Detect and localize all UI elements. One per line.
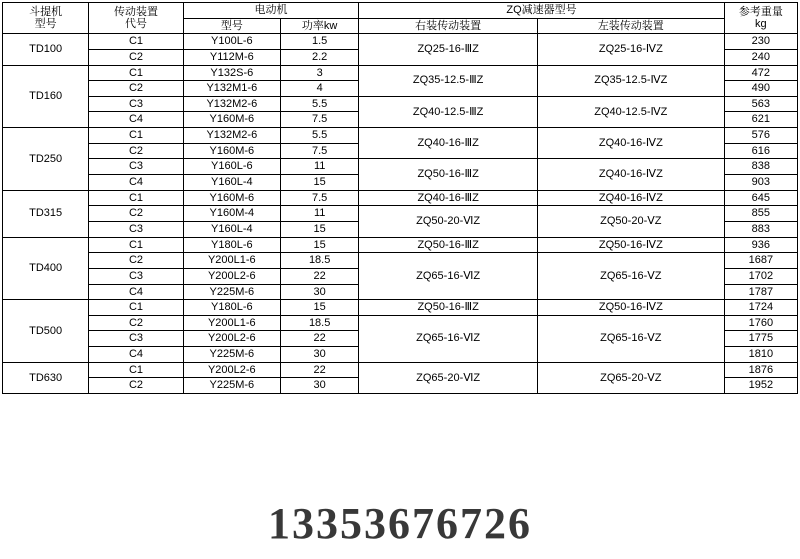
cell-motor-model: Y100L-6	[183, 34, 280, 50]
cell-hoist-model: TD500	[3, 300, 89, 363]
cell-drive-code: C3	[89, 96, 183, 112]
cell-drive-code: C4	[89, 175, 183, 191]
cell-motor-model: Y225M-6	[183, 284, 280, 300]
cell-drive-code: C2	[89, 378, 183, 394]
cell-reducer-right: ZQ50-20-ⅥZ	[359, 206, 538, 237]
header-motor-power: 功率kw	[281, 18, 359, 34]
cell-weight: 230	[724, 34, 797, 50]
cell-weight: 1952	[724, 378, 797, 394]
cell-reducer-left: ZQ65-16-ⅤZ	[537, 253, 724, 300]
header-reducer: ZQ减速器型号	[359, 3, 724, 19]
cell-reducer-right: ZQ65-16-ⅥZ	[359, 315, 538, 362]
cell-motor-model: Y200L1-6	[183, 315, 280, 331]
header-motor-model: 型号	[183, 18, 280, 34]
cell-motor-model: Y200L2-6	[183, 362, 280, 378]
cell-drive-code: C4	[89, 284, 183, 300]
table-header	[3, 3, 798, 34]
cell-reducer-left: ZQ25-16-ⅣZ	[537, 34, 724, 65]
cell-drive-code: C2	[89, 143, 183, 159]
cell-reducer-right: ZQ25-16-ⅢZ	[359, 34, 538, 65]
cell-reducer-right: ZQ40-16-ⅢZ	[359, 190, 538, 206]
cell-motor-model: Y160M-6	[183, 143, 280, 159]
cell-reducer-right: ZQ50-16-ⅢZ	[359, 300, 538, 316]
cell-weight: 472	[724, 65, 797, 81]
header-reducer-left: 左装传动装置	[537, 18, 724, 34]
cell-motor-model: Y200L2-6	[183, 268, 280, 284]
cell-motor-power: 18.5	[281, 315, 359, 331]
cell-motor-power: 30	[281, 347, 359, 363]
cell-motor-power: 2.2	[281, 49, 359, 65]
cell-motor-model: Y160L-4	[183, 175, 280, 191]
cell-weight: 1702	[724, 268, 797, 284]
cell-drive-code: C3	[89, 268, 183, 284]
cell-motor-model: Y132M2-6	[183, 128, 280, 144]
cell-weight: 1724	[724, 300, 797, 316]
header-weight: 参考重量 kg	[724, 3, 797, 34]
table-body	[3, 34, 798, 394]
cell-motor-power: 15	[281, 300, 359, 316]
cell-motor-model: Y112M-6	[183, 49, 280, 65]
cell-motor-model: Y180L-6	[183, 300, 280, 316]
cell-weight: 903	[724, 175, 797, 191]
cell-drive-code: C2	[89, 49, 183, 65]
cell-hoist-model: TD315	[3, 190, 89, 237]
cell-weight: 1760	[724, 315, 797, 331]
cell-weight: 576	[724, 128, 797, 144]
cell-drive-code: C1	[89, 362, 183, 378]
cell-drive-code: C1	[89, 65, 183, 81]
cell-motor-power: 15	[281, 237, 359, 253]
cell-hoist-model: TD400	[3, 237, 89, 300]
cell-weight: 855	[724, 206, 797, 222]
cell-motor-model: Y160M-6	[183, 190, 280, 206]
cell-motor-power: 1.5	[281, 34, 359, 50]
cell-reducer-left: ZQ40-16-ⅣZ	[537, 128, 724, 159]
cell-drive-code: C3	[89, 159, 183, 175]
cell-motor-power: 11	[281, 206, 359, 222]
cell-reducer-left: ZQ50-16-ⅣZ	[537, 300, 724, 316]
cell-motor-power: 3	[281, 65, 359, 81]
table-row	[3, 362, 798, 378]
cell-weight: 1687	[724, 253, 797, 269]
cell-motor-model: Y160L-4	[183, 221, 280, 237]
cell-weight: 1787	[724, 284, 797, 300]
cell-reducer-right: ZQ35-12.5-ⅢZ	[359, 65, 538, 96]
cell-drive-code: C4	[89, 112, 183, 128]
cell-reducer-right: ZQ65-20-ⅥZ	[359, 362, 538, 393]
cell-motor-power: 15	[281, 221, 359, 237]
cell-motor-model: Y225M-6	[183, 378, 280, 394]
cell-reducer-left: ZQ65-16-ⅤZ	[537, 315, 724, 362]
cell-drive-code: C2	[89, 81, 183, 97]
cell-reducer-right: ZQ50-16-ⅢZ	[359, 237, 538, 253]
cell-motor-power: 15	[281, 175, 359, 191]
table-row	[3, 65, 798, 81]
cell-weight: 838	[724, 159, 797, 175]
cell-reducer-left: ZQ40-16-ⅣZ	[537, 159, 724, 190]
table-row	[3, 96, 798, 112]
header-row-1	[3, 3, 798, 19]
cell-motor-power: 22	[281, 331, 359, 347]
cell-drive-code: C3	[89, 331, 183, 347]
cell-weight: 936	[724, 237, 797, 253]
table-row	[3, 34, 798, 50]
cell-motor-model: Y132M2-6	[183, 96, 280, 112]
cell-motor-power: 7.5	[281, 143, 359, 159]
table-row	[3, 253, 798, 269]
cell-reducer-right: ZQ65-16-ⅥZ	[359, 253, 538, 300]
cell-weight: 1775	[724, 331, 797, 347]
cell-motor-power: 11	[281, 159, 359, 175]
cell-motor-power: 22	[281, 362, 359, 378]
cell-reducer-right: ZQ40-16-ⅢZ	[359, 128, 538, 159]
cell-motor-power: 5.5	[281, 128, 359, 144]
cell-weight: 1810	[724, 347, 797, 363]
cell-reducer-left: ZQ35-12.5-ⅣZ	[537, 65, 724, 96]
cell-drive-code: C4	[89, 347, 183, 363]
table-row	[3, 190, 798, 206]
cell-motor-power: 30	[281, 378, 359, 394]
cell-weight: 240	[724, 49, 797, 65]
cell-drive-code: C3	[89, 221, 183, 237]
header-drive-code: 传动装置 代号	[89, 3, 183, 34]
cell-drive-code: C2	[89, 206, 183, 222]
table-row	[3, 128, 798, 144]
cell-motor-power: 5.5	[281, 96, 359, 112]
cell-motor-power: 22	[281, 268, 359, 284]
cell-drive-code: C2	[89, 253, 183, 269]
cell-hoist-model: TD250	[3, 128, 89, 191]
cell-drive-code: C1	[89, 34, 183, 50]
cell-motor-model: Y132S-6	[183, 65, 280, 81]
cell-reducer-left: ZQ50-20-ⅤZ	[537, 206, 724, 237]
cell-weight: 1876	[724, 362, 797, 378]
hoist-spec-table	[2, 2, 798, 394]
cell-motor-power: 30	[281, 284, 359, 300]
table-row	[3, 237, 798, 253]
cell-motor-model: Y160M-4	[183, 206, 280, 222]
cell-reducer-left: ZQ50-16-ⅣZ	[537, 237, 724, 253]
cell-weight: 563	[724, 96, 797, 112]
table-row	[3, 300, 798, 316]
cell-motor-power: 7.5	[281, 190, 359, 206]
cell-hoist-model: TD630	[3, 362, 89, 393]
cell-drive-code: C2	[89, 315, 183, 331]
header-reducer-right: 右装传动装置	[359, 18, 538, 34]
cell-drive-code: C1	[89, 190, 183, 206]
table-row	[3, 315, 798, 331]
cell-motor-power: 4	[281, 81, 359, 97]
cell-hoist-model: TD160	[3, 65, 89, 128]
cell-drive-code: C1	[89, 128, 183, 144]
table-row	[3, 206, 798, 222]
cell-motor-power: 18.5	[281, 253, 359, 269]
cell-motor-model: Y180L-6	[183, 237, 280, 253]
cell-weight: 621	[724, 112, 797, 128]
cell-reducer-left: ZQ40-16-ⅣZ	[537, 190, 724, 206]
cell-weight: 616	[724, 143, 797, 159]
cell-motor-model: Y160M-6	[183, 112, 280, 128]
watermark-phone: 13353676726	[268, 499, 532, 548]
cell-drive-code: C1	[89, 300, 183, 316]
cell-motor-model: Y160L-6	[183, 159, 280, 175]
cell-reducer-left: ZQ65-20-ⅤZ	[537, 362, 724, 393]
cell-hoist-model: TD100	[3, 34, 89, 65]
cell-motor-model: Y200L1-6	[183, 253, 280, 269]
cell-motor-power: 7.5	[281, 112, 359, 128]
cell-reducer-right: ZQ50-16-ⅢZ	[359, 159, 538, 190]
cell-motor-model: Y132M1-6	[183, 81, 280, 97]
cell-reducer-right: ZQ40-12.5-ⅢZ	[359, 96, 538, 127]
cell-motor-model: Y200L2-6	[183, 331, 280, 347]
cell-weight: 645	[724, 190, 797, 206]
cell-weight: 883	[724, 221, 797, 237]
cell-weight: 490	[724, 81, 797, 97]
cell-drive-code: C1	[89, 237, 183, 253]
cell-reducer-left: ZQ40-12.5-ⅣZ	[537, 96, 724, 127]
header-hoist-model: 斗提机 型号	[3, 3, 89, 34]
table-row	[3, 159, 798, 175]
header-motor: 电动机	[183, 3, 359, 19]
cell-motor-model: Y225M-6	[183, 347, 280, 363]
